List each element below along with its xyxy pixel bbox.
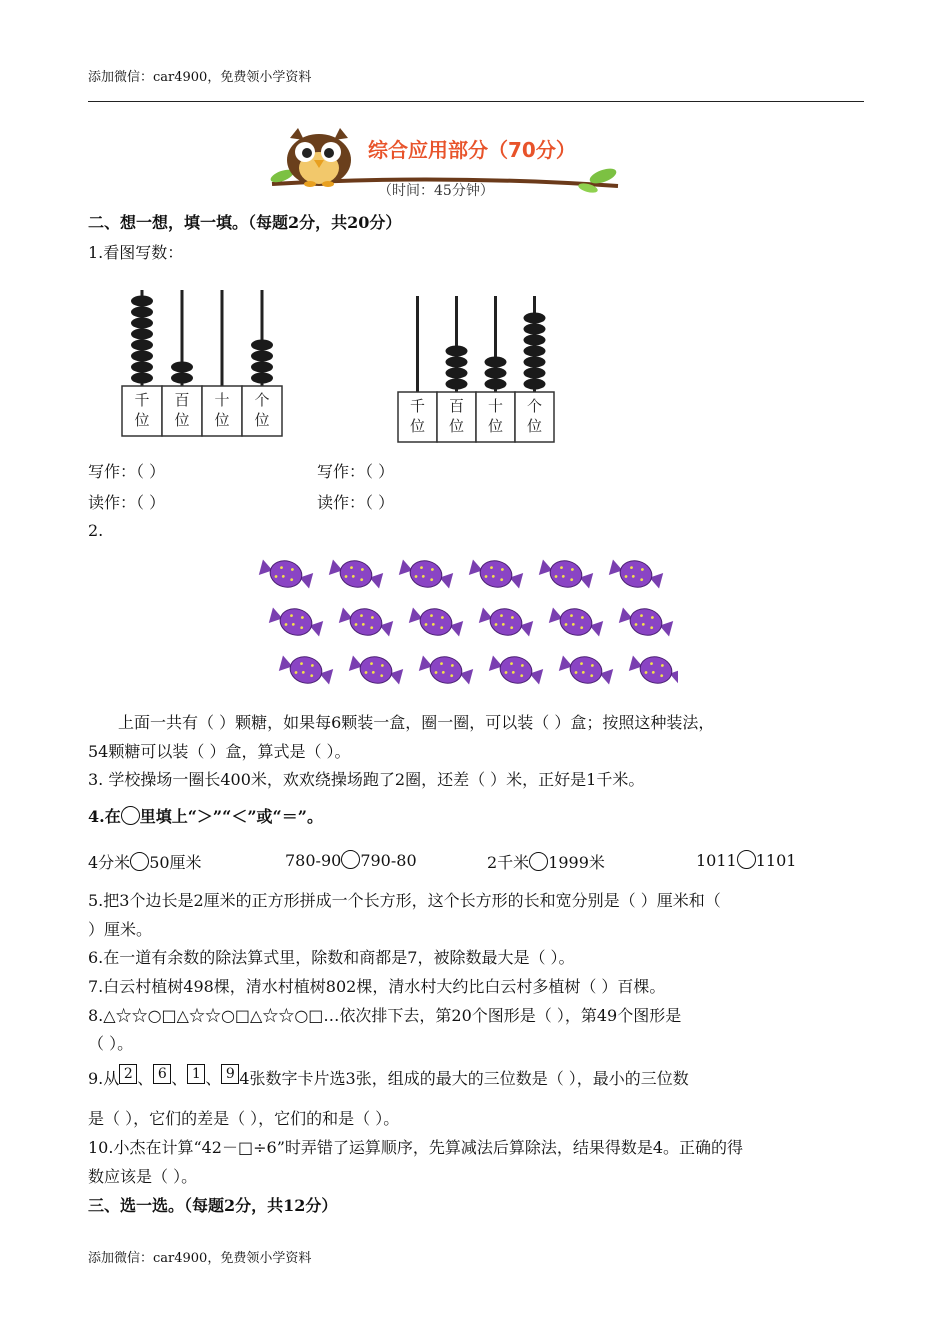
abacus-bead [131, 307, 153, 318]
compare-circle-icon [121, 806, 140, 825]
q4-pre: 4.在 [88, 807, 121, 826]
q9-suffix: 4张数字卡片选3张，组成的最大的三位数是（ ），最小的三位数 [239, 1069, 689, 1088]
q6-text: 6.在一道有余数的除法算式里，除数和商都是7，被除数最大是（ ）。 [88, 948, 575, 967]
abacus-bead [485, 368, 507, 379]
q4-item-right: 1101 [755, 851, 797, 870]
q1-write-right: 写作：（ ） [317, 462, 395, 481]
q3-text: 3. 学校操场一圈长400米，欢欢绕操场跑了2圈，还差（ ）米，正好是1千米。 [88, 770, 645, 789]
candy-icon [618, 603, 675, 642]
abacus-place-label: 位 [409, 417, 426, 435]
abacus-bead [485, 379, 507, 390]
q5-line2: ）厘米。 [88, 920, 153, 939]
q2-line1: 上面一共有（ ）颗糖，如果每6颗装一盒，圈一圈，可以装（ ）盒；按照这种装法， [118, 713, 715, 732]
abacus-bead [131, 351, 153, 362]
abacus-bead [524, 324, 546, 335]
number-card: 2 [119, 1064, 137, 1084]
answer-circle[interactable] [737, 850, 756, 869]
q2-line2: 54颗糖可以装（ ）盒，算式是（ ）。 [88, 742, 351, 761]
abacus-bead [171, 373, 193, 384]
abacus-bead [524, 368, 546, 379]
candy-icon [628, 651, 678, 690]
q1-read-left: 读作：（ ） [88, 493, 166, 512]
q10-line2: 数应该是（ ）。 [88, 1167, 198, 1186]
q8-line1: 8.△☆☆○□△☆☆○□△☆☆○□…依次排下去，第20个图形是（ ），第49个图形是 [88, 1006, 682, 1025]
abacus-bead [171, 362, 193, 373]
abacus-bead [524, 379, 546, 390]
candy-icon [328, 555, 385, 594]
abacus-bead [524, 346, 546, 357]
page-title: 综合应用部分（70分） [368, 138, 576, 162]
footer-watermark: 添加微信：car4900，免费领小学资料 [88, 1251, 312, 1266]
candy-icon [538, 555, 595, 594]
abacus-bead [485, 357, 507, 368]
candy-icon [608, 555, 665, 594]
abacus-bead [131, 296, 153, 307]
time-subtitle: （时间：45分钟） [378, 183, 494, 199]
abacus-place-label: 百 [174, 391, 190, 409]
section3-heading: 三、选一选。（每题2分，共12分） [88, 1196, 338, 1215]
candy-icon [398, 555, 455, 594]
abacus-bead [131, 340, 153, 351]
q10-line1: 10.小杰在计算“42－□÷6”时弄错了运算顺序，先算减法后算除法，结果得数是4。正确的得 [88, 1138, 744, 1157]
q4-item-3 [487, 850, 605, 873]
abacus-bead [446, 368, 468, 379]
q1-prompt: 1.看图写数： [88, 243, 184, 262]
abacus-bead [251, 340, 273, 351]
abacus-bead [446, 379, 468, 390]
q4-item-right: 1999米 [548, 853, 605, 872]
header-rule [88, 101, 864, 102]
abacus-place-label: 位 [487, 417, 504, 435]
candy-icon [268, 603, 325, 642]
abacus-bead [446, 346, 468, 357]
number-card: 6 [153, 1064, 171, 1084]
answer-circle[interactable] [529, 852, 548, 871]
candy-group [258, 552, 678, 700]
q7-text: 7.白云村植树498棵，清水村植树802棵，清水村大约比白云村多植树（ ）百棵。 [88, 977, 666, 996]
candy-icon [258, 555, 314, 594]
q4-item-left: 780-90 [285, 851, 342, 870]
q1-read-right: 读作：（ ） [317, 493, 395, 512]
candy-icon [418, 651, 475, 690]
q2-number: 2. [88, 521, 104, 540]
q9-prefix: 9.从 [88, 1069, 120, 1088]
abacus-place-label: 位 [526, 417, 543, 435]
abacus-place-label: 位 [254, 411, 270, 429]
candy-icon [278, 651, 335, 690]
q1-write-left: 写作：（ ） [88, 462, 166, 481]
q4-item-right: 50厘米 [149, 853, 202, 872]
abacus-bead [524, 335, 546, 346]
q4-instruction [88, 804, 323, 827]
abacus-bead [251, 373, 273, 384]
abacus-bead [131, 318, 153, 329]
abacus-place-label: 十 [214, 391, 230, 409]
abacus-place-label: 个 [254, 391, 270, 409]
answer-circle[interactable] [341, 850, 360, 869]
abacus-bead [251, 362, 273, 373]
abacus-place-label: 千 [409, 397, 426, 415]
candy-icon [408, 603, 465, 642]
q4-item-left: 1011 [696, 851, 737, 870]
abacus-bead [251, 351, 273, 362]
q4-item-left: 2千米 [487, 853, 530, 872]
abacus-1 [120, 286, 285, 441]
abacus-place-label: 位 [174, 411, 190, 429]
candy-icon [558, 651, 615, 690]
candy-icon [338, 603, 395, 642]
abacus-place-label: 千 [134, 391, 150, 409]
abacus-place-label: 位 [134, 411, 150, 429]
header-watermark: 添加微信：car4900，免费领小学资料 [88, 70, 312, 85]
answer-circle[interactable] [130, 852, 149, 871]
section2-heading: 二、想一想，填一填。（每题2分，共20分） [88, 213, 402, 232]
abacus-bead [446, 357, 468, 368]
q4-item-1 [88, 850, 202, 873]
q4-post: 里填上“＞”“＜”或“＝”。 [139, 807, 323, 826]
q4-item-4 [696, 850, 796, 870]
q4-item-left: 4分米 [88, 853, 131, 872]
abacus-place-label: 十 [487, 397, 504, 415]
candy-icon [548, 603, 605, 642]
abacus-place-label: 百 [448, 397, 465, 415]
abacus-bead [524, 313, 546, 324]
number-card: 1 [187, 1064, 205, 1084]
q4-item-2 [285, 850, 417, 870]
candy-icon [348, 651, 405, 690]
q5-line1: 5.把3个边长是2厘米的正方形拼成一个长方形，这个长方形的长和宽分别是（ ）厘米和（ [88, 891, 721, 910]
abacus-place-label: 位 [448, 417, 465, 435]
abacus-bead [131, 373, 153, 384]
candy-icon [488, 651, 545, 690]
abacus-bead [524, 357, 546, 368]
q8-line2: （ ）。 [88, 1034, 134, 1053]
candy-icon [468, 555, 525, 594]
abacus-bead [131, 329, 153, 340]
q9-line2: 是（ ），它们的差是（ ），它们的和是（ ）。 [88, 1109, 400, 1128]
abacus-place-label: 个 [526, 397, 543, 415]
abacus-2 [396, 292, 556, 444]
candy-icon [478, 603, 535, 642]
abacus-bead [131, 362, 153, 373]
abacus-place-label: 位 [214, 411, 230, 429]
q4-item-right: 790-80 [360, 851, 417, 870]
q9-line1: 9.从 2 、 6 、 1 、 9 4张数字卡片选3张，组成的最大的三位数是（ ），最小的三位数 [88, 1066, 689, 1088]
number-card: 9 [221, 1064, 239, 1084]
